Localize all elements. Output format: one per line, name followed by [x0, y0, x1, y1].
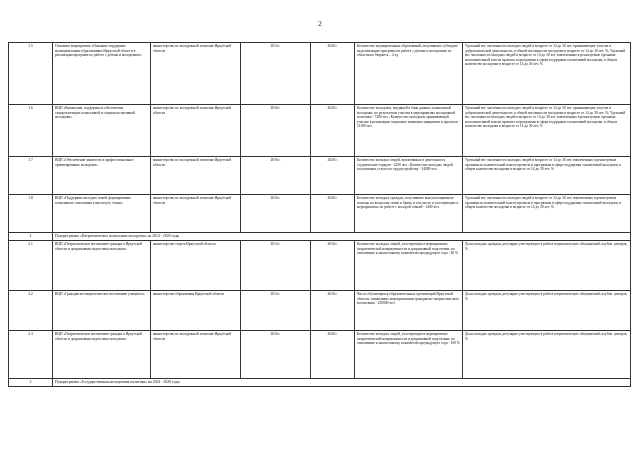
- measure-name: ВЦП «Патриотическое воспитание граждан в Иркутской области и допризывная подготовка молодежи»: [53, 331, 151, 379]
- target-indicator: Удельный вес численности молодых людей в возрасте от 14 до 30 лет, вовлеченных в реализуемые органами исполнительной власти проекты и программы в сфере поддержки талантливой молодежи, в общем количестве молодежи в возрасте от 14 до 30 лет, %: [463, 157, 631, 195]
- table-row: [9, 331, 631, 379]
- target-indicator: Удельный вес численности молодых людей в возрасте от 14 до 30 лет, вовлеченных в реализуемые органами исполнительной власти проекты и программы в сфере поддержки талантливой молодежи, в общем количестве молодежи в возрасте от 14 до 30 лет, %: [463, 195, 631, 233]
- program-table: [8, 42, 631, 387]
- page-number: 2: [318, 20, 322, 28]
- expected-result: Количество молодых людей, участвующих в мероприятиях патриотической направленности и допризывной подготовки, по отношению к аналогичному показателю предыдущего года - 40 %: [355, 241, 463, 291]
- expected-result: Количество молодежи, входящей в банк данных талантливой молодежи, по результатам участия в мероприятиях молодежной политики - 7200 чел.; Количество молодежи, принимающей участие в реализации социально значимых инициатив и проектов - 11180 чел.: [355, 105, 463, 157]
- measure-name: ВЦП «Выявление, поддержка и обеспечение самореализации талантливой и социально-активной молодежи»: [53, 105, 151, 157]
- target-indicator: Доля молодых граждан, регулярно участвующих в работе патриотических объединений, клубов, центров, %: [463, 241, 631, 291]
- end-year: 2020 г.: [311, 331, 355, 379]
- expected-result: Количество муниципальных образований, получивших субсидию на реализацию программ по работе с детьми и молодежью из областного бюджета – 4 ед.: [355, 43, 463, 105]
- table-row: [9, 241, 631, 291]
- row-number: 2.2: [9, 291, 53, 331]
- table-row: [9, 105, 631, 157]
- end-year: 2020 г.: [311, 195, 355, 233]
- start-year: 2016 г.: [241, 157, 311, 195]
- row-number: 2.1: [9, 241, 53, 291]
- start-year: 2016 г.: [241, 105, 311, 157]
- row-number: 2: [9, 233, 53, 241]
- measure-name: ВЦП «Гражданско-патриотическое воспитание учащихся»: [53, 291, 151, 331]
- table-body: [9, 43, 631, 387]
- table-row: [9, 195, 631, 233]
- target-indicator: Доля молодых граждан, регулярно участвующих в работе патриотических объединений, клубов, центров, %: [463, 331, 631, 379]
- section-title: Подпрограмма «Патриотическое воспитание молодежи» на 2014 - 2020 годы: [53, 233, 631, 241]
- table-row: [9, 157, 631, 195]
- start-year: 2014 г.: [241, 43, 311, 105]
- section-row: [9, 233, 631, 241]
- executor: министерство по молодежной политике Иркутской области: [151, 105, 241, 157]
- measure-name: ВЦП «Обеспечение занятости и профессиональное ориентирование молодежи»: [53, 157, 151, 195]
- target-indicator: Удельный вес численности молодых людей в возрасте от 14 до 30 лет, принимающих участие в добровольческой деятельности, в общей численности молодежи в возрасте от 14 до 30 лет, %; Удельный вес численности молодых людей в возрасте от 14 до 30 лет, вовлеченных в реализуемые органами исполнительной власти проекты и программы в сфере поддержки талантливой молодежи, в общем количестве молодежи в возрасте от 14 до 30 лет, %: [463, 105, 631, 157]
- row-number: 1.5: [9, 43, 53, 105]
- expected-result: Количество молодых граждан, получивших консультационную помощь по вопросам семьи и брака, в том числе и участвующих в мероприятиях по работе с молодой семьей - 1400 чел.: [355, 195, 463, 233]
- target-indicator: Удельный вес численности молодых людей в возрасте от 14 до 30 лет, принимающих участие в добровольческой деятельности, в общей численности молодежи в возрасте от 14 до 30 лет, %; Удельный вес численности молодых людей в возрасте от 14 до 30 лет, вовлеченных в реализуемые органами исполнительной власти проекты и программы в сфере поддержки талантливой молодежи, в общем количестве молодежи в возрасте от 14 до 30 лет, %: [463, 43, 631, 105]
- table-row: [9, 43, 631, 105]
- section-title: Подпрограмма «Государственная молодежная политика» на 2014 - 2020 годы: [53, 379, 631, 387]
- measure-name: ВЦП «Поддержка молодых семей, формирование позитивного отношения к институту семьи»: [53, 195, 151, 233]
- expected-result: Количество молодых людей, участвующих в мероприятиях патриотической направленности и допризывной подготовки, по отношению к аналогичному показателю предыдущего года - 100 %: [355, 331, 463, 379]
- start-year: 2014 г.: [241, 241, 311, 291]
- row-number: 2.3: [9, 331, 53, 379]
- end-year: 2016 г.: [311, 291, 355, 331]
- expected-result: Число обучающихся образовательных организаций Иркутской области, охваченных мероприятиями гражданско-патриотического воспитания - 250000 чел.: [355, 291, 463, 331]
- end-year: 2020 г.: [311, 157, 355, 195]
- executor: министерство образования Иркутской области: [151, 291, 241, 331]
- start-year: 2016 г.: [241, 331, 311, 379]
- executor: министерство по молодежной политике Иркутской области: [151, 331, 241, 379]
- row-number: 3: [9, 379, 53, 387]
- expected-result: Количество молодых людей, вовлеченных в деятельность студенческих отрядов - 2200 чел.; Количество молодых людей, получивших услуги по трудоустройству - 24000 чел.: [355, 157, 463, 195]
- measure-name: Основное мероприятие «Оказание поддержки муниципальным образованиям Иркутской области в реализации программ по работе с детьми и молодежью»: [53, 43, 151, 105]
- executor: министерство по молодежной политике Иркутской области: [151, 195, 241, 233]
- row-number: 1.8: [9, 195, 53, 233]
- target-indicator: Доля молодых граждан, регулярно участвующих в работе патриотических объединений, клубов, центров, %: [463, 291, 631, 331]
- executor: министерство спорта Иркутской области: [151, 241, 241, 291]
- measure-name: ВЦП «Патриотическое воспитание граждан в Иркутской области и допризывная подготовка молодежи»: [53, 241, 151, 291]
- end-year: 2016 г.: [311, 241, 355, 291]
- row-number: 1.6: [9, 105, 53, 157]
- row-number: 1.7: [9, 157, 53, 195]
- start-year: 2014 г.: [241, 291, 311, 331]
- end-year: 2020 г.: [311, 43, 355, 105]
- table-row: [9, 291, 631, 331]
- start-year: 2016 г.: [241, 195, 311, 233]
- section-row: [9, 379, 631, 387]
- executor: министерство по молодежной политике Иркутской области: [151, 43, 241, 105]
- executor: министерство по молодежной политике Иркутской области: [151, 157, 241, 195]
- end-year: 2020 г.: [311, 105, 355, 157]
